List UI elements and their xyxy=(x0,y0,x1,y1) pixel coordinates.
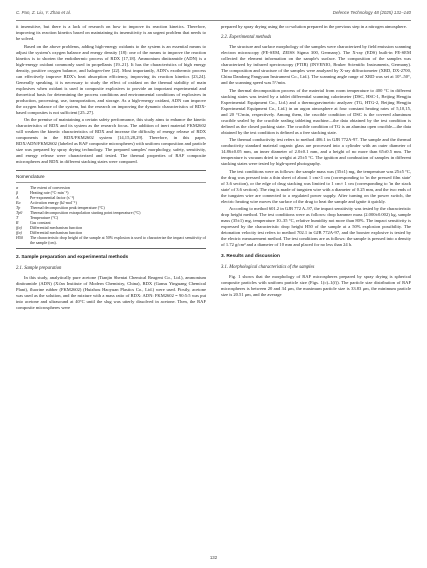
nomenclature-definition: The extent of conversion xyxy=(30,185,70,190)
paragraph: it insensitive, but there is a lack of research on how to improve its reaction kinetics. Therefore, improving its reaction kinetics based on maintaining its insensitivity is an urgent problem that needs to be solved. xyxy=(16,24,206,41)
nomenclature-definition: Heating rate (°C·min⁻¹) xyxy=(30,190,69,195)
paragraph: On the premise of maintaining a certain safety performance, this study aims to enhance the kinetic characteristics of RDX and its system as the research focus. The addition of inert material FKM2602 will weaken the kinetic characteristics of RDX and increase the difficulty of energy release of RDX components in the RDX/FKM2602 system [14,15,28,29]. Therefore, in this paper, RDX/ADN/FKM2602 (labeled as RAF composite microspheres) with uniform composition and particle size was prepared by spray drying technology. The prepared samples' morphology, safety, sensitivity, and energy release were characterized and tested. The thermal properties of RAF composite microspheres and RDX in different stacking states were compared. xyxy=(16,117,206,164)
subsection-heading: 3.1. Morphological characteristics of the samples xyxy=(221,265,315,270)
nomenclature-definition: Thermal decomposition peak temperature (°C) xyxy=(30,205,105,210)
nomenclature-definition: Pre-exponential factor (s⁻¹) xyxy=(30,195,75,200)
paragraph: Fig. 1 shows that the morphology of RAF microspheres prepared by spray drying is spherical composite particles with uniform particle size (Figs. 1(c)–1(f)). The particle size distribution of RAF microspheres is between 20 and 34 μm, the maximum particle size is 33.83 μm, the minimum particle size is 20.51 μm, and the average xyxy=(221,274,411,297)
nomenclature-symbol: Tp0 xyxy=(16,210,23,215)
section-heading: 3. Results and discussion xyxy=(221,254,280,259)
section-heading: 2. Sample preparation and experimental methods xyxy=(16,255,129,260)
nomenclature-definition: Differential mechanism function xyxy=(30,225,83,230)
nomenclature-symbol: Ea xyxy=(16,200,21,205)
nomenclature-symbol: H50 xyxy=(16,235,23,240)
nomenclature-symbol: T xyxy=(16,215,19,220)
page-number: 132 xyxy=(209,555,218,560)
running-header xyxy=(16,10,411,20)
header-journal: Defence Technology 48 (2025) 131–140 xyxy=(332,10,411,15)
nomenclature-symbol: Tp xyxy=(16,205,21,210)
paragraph: In this study, analytically pure acetone (Tianjin Shentai Chemical Reagent Co., Ltd.), ammonium dinitramide (ADN) (Xi'an Institute of Modern Chemistry, China), RDX (Gansu Yinguang Chemical Plant), fluorine rubber (FKM2602) (Huizhou Haoyuan Plastics Co., Ltd.) were used. Firstly, acetone was used as the solution, and the mixture with a mass ratio of RDX: ADN: FKM2602 = 90:5:5 was put into acetone and ultrasound at 40°C until the slug was utterly dissolved in acetone. Then, the RAF composite microspheres were xyxy=(16,275,206,310)
paragraph: The thermal decomposition process of the material from room temperature to 400 °C in different stacking states was tested by a tablet differential scanning calorimeter (DSC, HSC-1, Beijing Hengjiu Experimental Equipment Co., Ltd.) and a thermogravimetric analyzer (TG, HTG-2, Beijing Hengjiu Experimental Equipment Co., Ltd.) in an argon atmosphere at four constant heating rates of 5,10,15, and 20 °C/min, respectively. Among them, the crucible condition of DSC is the covered aluminum crucible sealed by the crucible sealing tableting machine—the data obtained by the test condition is defined as the closed packing state. The crucible condition of TG is an alumina open crucible—the data obtained by the test condition is defined as a free stacking state. xyxy=(221,87,411,135)
left-column xyxy=(16,24,206,313)
right-column xyxy=(221,24,411,300)
nomenclature-definition: Gas constant xyxy=(30,220,51,225)
nomenclature-symbol: β xyxy=(16,190,18,195)
paragraph: According to method 601.2 in GJB 772 A–97, the impact sensitivity was tested by the characteristic drop height method. The test conditions were as follows: drop hammer mass (2.000±0.002) kg, sample mass (35±1) mg, temperature 10–35 °C, relative humidity not more than 80%. The impact sensitivity is expressed by the characteristic drop height H50 of the sample at a 50% explosion possibility. The detonation velocity test refers to method 702.1 in GJB 772A-97, and the booster explosive is tested by the electric measurement method. The test conditions are as follows: the sample is pressed into a density of 1.72 g/cm³ and a diameter of 10 mm and placed for no less than 24 h. xyxy=(221,206,411,247)
nomenclature-definition: Activation energy (kJ·mol⁻¹) xyxy=(30,200,77,205)
nomenclature-definition: Differential mechanism function xyxy=(30,230,83,235)
nomenclature-definition: The characteristic drop height of the sample at 50% explosion is used to characterize the impact sensitivity of the sample (cm). xyxy=(30,235,206,245)
nomenclature-definition: Thermal decomposition extrapolation starting point temperature (°C) xyxy=(30,210,141,215)
nomenclature-symbol: f(α) xyxy=(16,225,22,230)
nomenclature-title: Nomenclature xyxy=(16,174,206,183)
paragraph: prepared by spray drying using the co-solution prepared in the previous step in a nitrogen atmosphere. xyxy=(221,24,407,29)
nomenclature-row xyxy=(16,235,206,245)
nomenclature-symbol: α xyxy=(16,185,19,190)
header-rule xyxy=(16,20,411,21)
nomenclature-definition: Temperature (°C) xyxy=(30,215,59,220)
paragraph: The structure and surface morphology of the samples were characterized by field emission scanning electron microscopy (FE-SEM, ZEISS Sigma 300, Germany). The X-ray (EDS) built-in FE-SEM collected the element information on the sample's surface. The composition of the samples was characterized by infrared spectroscopy (FTIR) (INVENIO, Bruker Scientific Instruments, Germany). The composition and structure of the samples were analyzed by X-ray diffractometer (XRD, DX-2700, China Dandong Fangyuan Instrument Co., Ltd.). The scanning angle range of XRD was set at 10°–50°, and the scanning speed was 5°/min. xyxy=(221,44,411,85)
paragraph: The thermal conductivity test refers to method 406.1 in GJB 772A-97. The sample and the thermal conductivity standard material organic glass are processed into a cylinder with an outer diameter of 14.86±0.05 mm, an inner diameter of 2.0±0.1 mm, and a height of no more than 65±0.5 mm. The temperature is vacuum dried to weight at 25±5 °C. The ignition and combustion of samples in different stacking states were tested by high-speed photography. xyxy=(221,137,411,166)
subsection-heading: 2.2. Experimental methods xyxy=(221,35,272,40)
paragraph: Based on the above problems, adding high-energy oxidants to the system is an essential means to adjust the system's oxygen balance and energy density [18]: one of the means to improve the reaction kinetics is to shorten the endothermic process of RDX [17,18]. Ammonium dinitramide (ADN) is a high-energy oxidant commonly used in propellants [19–21]. It has the characteristics of high energy density, positive oxygen balance, and halogen-free [22]. Most importantly, ADN's exothermic process can effectively improve RDX's heat absorption efficiency, improving its reaction kinetics [23,24]. Generally speaking, it is necessary to study the effect of oxidant on the thermal stability of main explosives when oxidant is used in composite explosives to provide an important experimental and theoretical basis for determining the process conditions and environmental conditions of explosives in production, processing, use, transportation, and storage. As a high-energy oxidant, ADN can improve the oxygen balance of the system, but the research on improving the dynamic characteristics of RDX-based composites is not sufficient [25–27]. xyxy=(16,43,206,115)
nomenclature-symbol: f(α) xyxy=(16,230,22,235)
header-authors: C. Pan, Z. Liu, Y. Zhao et al. xyxy=(16,10,71,15)
nomenclature-symbol: R xyxy=(16,220,19,225)
nomenclature-symbol: A xyxy=(16,195,19,200)
nomenclature-box xyxy=(16,170,206,249)
subsection-heading: 2.1. Sample preparation xyxy=(16,266,62,271)
paragraph: The test conditions were as follows: the sample mass was (35±1) mg, the temperature was 25±5 °C, the drug was pressed into a thin sheet of about 1 cm×1 cm (corresponding to 'in the pressed film state' of 3.6 section), or the edge of drug stacking was limited to 1 cm× 1 cm (corresponding to 'in the stack state' of 3.6 section). The ring is made of tungsten wire with a diameter of 0.25 mm, and the two ends of the tungsten wire are connected to a regulated power supply. After turning on the power switch, the electric heating wire moves the surface of the drug to heat the sample and ignite it quickly. xyxy=(221,168,411,204)
